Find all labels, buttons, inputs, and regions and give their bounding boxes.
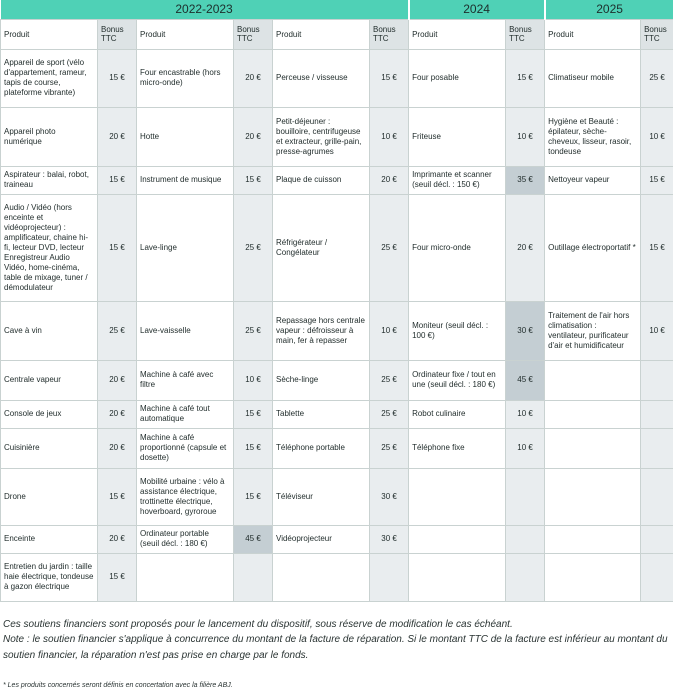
product-cell: Sèche-linge xyxy=(273,360,370,400)
product-cell: Imprimante et scanner (seuil décl. : 150 €) xyxy=(409,166,506,194)
footnote-asterisk: * Les produits concernés seront définis en concertation avec la filière ABJ. xyxy=(3,682,233,689)
product-cell: Climatiseur mobile xyxy=(545,49,641,107)
column-header-bonus: Bonus TTC xyxy=(370,19,409,49)
product-cell: Cuisinière xyxy=(1,428,98,468)
product-cell: Traitement de l'air hors climatisation : ventilateur, purificateur d'air et humidificateur xyxy=(545,301,641,360)
bonus-cell: 10 € xyxy=(370,107,409,166)
product-cell: Téléviseur xyxy=(273,468,370,525)
product-cell: Appareil photo numérique xyxy=(1,107,98,166)
table-row xyxy=(1,166,673,194)
product-cell: Outillage électroportatif * xyxy=(545,194,641,301)
product-cell: Four encastrable (hors micro-onde) xyxy=(137,49,234,107)
bonus-cell: 15 € xyxy=(641,166,673,194)
product-cell: Nettoyeur vapeur xyxy=(545,166,641,194)
empty-cell xyxy=(545,360,641,400)
bonus-cell: 30 € xyxy=(370,525,409,553)
bonus-cell: 20 € xyxy=(98,360,137,400)
product-cell: Réfrigérateur / Congélateur xyxy=(273,194,370,301)
bonus-cell: 20 € xyxy=(98,107,137,166)
bonus-cell: 25 € xyxy=(370,400,409,428)
empty-cell xyxy=(641,360,673,400)
bonus-cell: 15 € xyxy=(641,194,673,301)
empty-cell xyxy=(545,553,641,601)
column-header-produit: Produit xyxy=(545,19,641,49)
product-cell: Lave-vaisselle xyxy=(137,301,234,360)
bonus-cell: 25 € xyxy=(641,49,673,107)
product-cell: Ordinateur fixe / tout en une (seuil décl. : 180 €) xyxy=(409,360,506,400)
empty-cell xyxy=(409,553,506,601)
bonus-cell: 10 € xyxy=(641,301,673,360)
bonus-cell: 20 € xyxy=(98,400,137,428)
bonus-cell: 15 € xyxy=(234,400,273,428)
footnote-note: Note : le soutien financier s'applique à concurrence du montant de la facture de réparation. Si le montant TTC de la facture est inférieur au montant du soutien financier, la réparation n'est pas prise en charge par le fonds. xyxy=(3,634,668,661)
bonus-cell: 25 € xyxy=(234,194,273,301)
bonus-cell: 20 € xyxy=(234,107,273,166)
empty-cell xyxy=(641,400,673,428)
empty-cell xyxy=(641,468,673,525)
product-cell: Console de jeux xyxy=(1,400,98,428)
empty-cell xyxy=(409,525,506,553)
bonus-cell: 15 € xyxy=(234,468,273,525)
product-cell: Tablette xyxy=(273,400,370,428)
table-row xyxy=(1,107,673,166)
bonus-cell: 15 € xyxy=(98,553,137,601)
bonus-cell: 15 € xyxy=(234,166,273,194)
empty-cell xyxy=(273,553,370,601)
year-header-2024: 2024 xyxy=(409,0,545,19)
product-cell: Four micro-onde xyxy=(409,194,506,301)
bonus-cell: 15 € xyxy=(370,49,409,107)
product-cell: Moniteur (seuil décl. : 100 €) xyxy=(409,301,506,360)
column-header-bonus: Bonus TTC xyxy=(234,19,273,49)
product-cell: Machine à café avec filtre xyxy=(137,360,234,400)
year-header-2025: 2025 xyxy=(545,0,673,19)
bonus-cell: 45 € xyxy=(234,525,273,553)
product-cell: Enceinte xyxy=(1,525,98,553)
table-row xyxy=(1,301,673,360)
table-row xyxy=(1,553,673,601)
year-header-2022-2023: 2022-2023 xyxy=(1,0,409,19)
table-row xyxy=(1,360,673,400)
table-row xyxy=(1,400,673,428)
product-cell: Appareil de sport (vélo d'appartement, rameur, tapis de course, plateforme vibrante) xyxy=(1,49,98,107)
bonus-cell: 20 € xyxy=(506,194,545,301)
bonus-cell: 15 € xyxy=(98,194,137,301)
empty-cell xyxy=(545,468,641,525)
column-header-bonus: Bonus TTC xyxy=(98,19,137,49)
table-row xyxy=(1,428,673,468)
product-cell: Drone xyxy=(1,468,98,525)
product-cell: Machine à café tout automatique xyxy=(137,400,234,428)
bonus-cell: 10 € xyxy=(506,400,545,428)
product-cell: Ordinateur portable (seuil décl. : 180 €) xyxy=(137,525,234,553)
bonus-cell: 10 € xyxy=(506,107,545,166)
product-cell: Perceuse / visseuse xyxy=(273,49,370,107)
product-cell: Hotte xyxy=(137,107,234,166)
table-row xyxy=(1,525,673,553)
product-cell: Vidéoprojecteur xyxy=(273,525,370,553)
column-header-produit: Produit xyxy=(1,19,98,49)
bonus-cell: 20 € xyxy=(370,166,409,194)
empty-cell xyxy=(409,468,506,525)
year-header-row xyxy=(1,0,673,19)
bonus-cell: 10 € xyxy=(370,301,409,360)
bonus-cell: 10 € xyxy=(234,360,273,400)
empty-cell xyxy=(506,525,545,553)
empty-cell xyxy=(506,553,545,601)
bonus-cell: 25 € xyxy=(370,194,409,301)
bonus-cell: 10 € xyxy=(641,107,673,166)
bonus-cell: 20 € xyxy=(234,49,273,107)
bonus-cell: 20 € xyxy=(98,428,137,468)
product-cell: Robot culinaire xyxy=(409,400,506,428)
empty-cell xyxy=(545,525,641,553)
column-header-produit: Produit xyxy=(409,19,506,49)
bonus-cell: 15 € xyxy=(234,428,273,468)
bonus-cell: 25 € xyxy=(370,428,409,468)
product-cell: Four posable xyxy=(409,49,506,107)
bonus-cell: 15 € xyxy=(98,468,137,525)
column-header-bonus: Bonus TTC xyxy=(641,19,673,49)
bonus-cell: 25 € xyxy=(234,301,273,360)
product-cell: Téléphone portable xyxy=(273,428,370,468)
bonus-cell: 10 € xyxy=(506,428,545,468)
bonus-cell: 30 € xyxy=(370,468,409,525)
empty-cell xyxy=(641,525,673,553)
product-cell: Instrument de musique xyxy=(137,166,234,194)
empty-cell xyxy=(370,553,409,601)
product-cell: Machine à café proportionné (capsule et dosette) xyxy=(137,428,234,468)
empty-cell xyxy=(234,553,273,601)
bonus-cell: 45 € xyxy=(506,360,545,400)
product-cell: Mobilité urbaine : vélo à assistance électrique, trottinette électrique, hoverboard, gyroroue xyxy=(137,468,234,525)
footnote-launch: Ces soutiens financiers sont proposés pour le lancement du dispositif, sous réserve de modification le cas échéant. xyxy=(3,619,513,630)
empty-cell xyxy=(641,553,673,601)
bonus-cell: 25 € xyxy=(370,360,409,400)
product-cell: Plaque de cuisson xyxy=(273,166,370,194)
table-row xyxy=(1,468,673,525)
bonus-cell: 30 € xyxy=(506,301,545,360)
column-header-produit: Produit xyxy=(273,19,370,49)
product-cell: Hygiène et Beauté : épilateur, sèche-cheveux, lisseur, rasoir, tondeuse xyxy=(545,107,641,166)
empty-cell xyxy=(506,468,545,525)
product-cell: Petit-déjeuner : bouilloire, centrifugeuse et extracteur, grille-pain, presse-agrumes xyxy=(273,107,370,166)
bonus-cell: 20 € xyxy=(98,525,137,553)
product-cell: Audio / Vidéo (hors enceinte et vidéoprojecteur) : amplificateur, chaine hi-fi, lecteur DVD, lecteur Enregistreur Audio Vidéo, home-cinéma, table de mixage, tuner / démodulateur xyxy=(1,194,98,301)
bonus-cell: 15 € xyxy=(98,166,137,194)
table-row xyxy=(1,49,673,107)
product-cell: Friteuse xyxy=(409,107,506,166)
empty-cell xyxy=(545,400,641,428)
bonus-cell: 25 € xyxy=(98,301,137,360)
product-cell: Entretien du jardin : taille haie électrique, tondeuse à gazon électrique xyxy=(1,553,98,601)
empty-cell xyxy=(545,428,641,468)
column-header-produit: Produit xyxy=(137,19,234,49)
product-cell: Aspirateur : balai, robot, traineau xyxy=(1,166,98,194)
bonus-cell: 15 € xyxy=(98,49,137,107)
empty-cell xyxy=(641,428,673,468)
table-row xyxy=(1,194,673,301)
product-cell: Cave à vin xyxy=(1,301,98,360)
product-cell: Repassage hors centrale vapeur : défroisseur à main, fer à repasser xyxy=(273,301,370,360)
product-cell: Centrale vapeur xyxy=(1,360,98,400)
column-header-row xyxy=(1,19,673,49)
column-header-bonus: Bonus TTC xyxy=(506,19,545,49)
product-cell: Lave-linge xyxy=(137,194,234,301)
product-cell: Téléphone fixe xyxy=(409,428,506,468)
bonus-cell: 15 € xyxy=(506,49,545,107)
empty-cell xyxy=(137,553,234,601)
bonus-cell: 35 € xyxy=(506,166,545,194)
